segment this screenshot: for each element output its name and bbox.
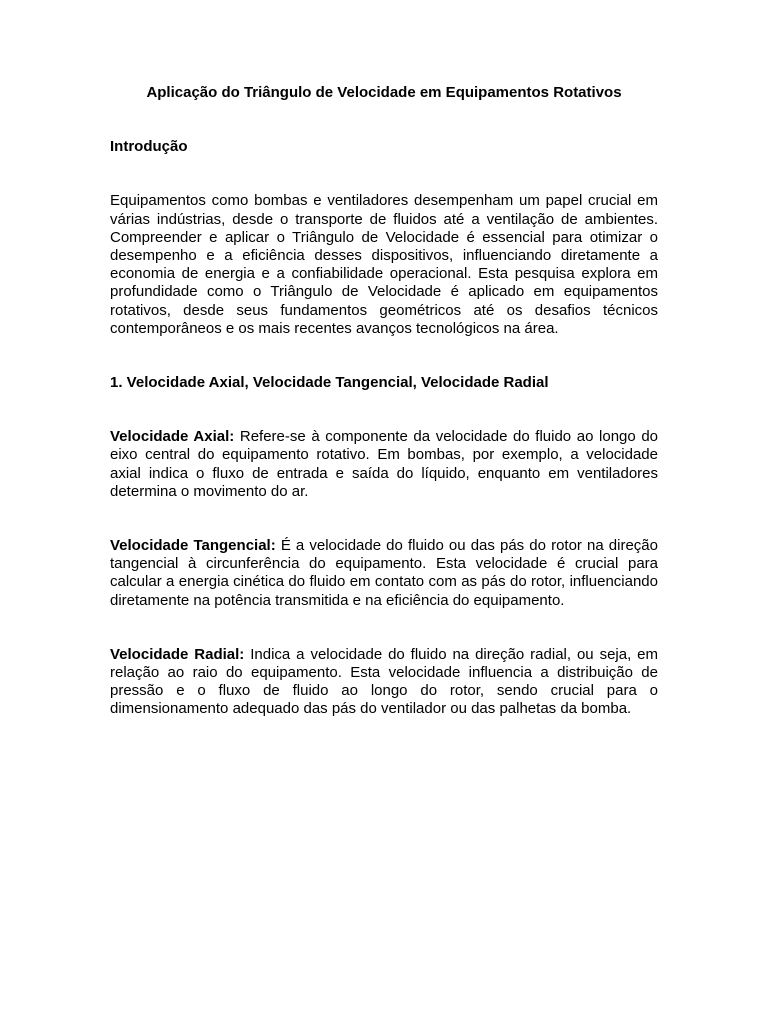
intro-paragraph: Equipamentos como bombas e ventiladores desempenham um papel crucial em várias indústrias, desde o transporte de fluidos até a ventilação de ambientes. Compreender e aplicar o Triângulo de Velocidade é essencial para otimizar o desempenho e a eficiência desses dispositivos, influenciando diretamente a economia de energia e a confiabilidade operacional. Esta pesquisa explora em profundidade como o Triângulo de Velocidade é aplicado em equipamentos rotativos, desde seus fundamentos geométricos até os desafios técnicos contemporâneos e os mais recentes avanços tecnológicos na área.: [110, 192, 658, 337]
radial-paragraph: [110, 646, 658, 719]
intro-heading: Introdução: [110, 138, 188, 156]
radial-term: Velocidade Radial:: [110, 645, 245, 663]
radial-text: Indica a velocidade do fluido na direção radial, ou seja, em relação ao raio do equipamento. Esta velocidade influencia a distribuição de pressão e o fluxo de fluido ao longo do rotor, sendo crucial para o dimensionamento adequado das pás do ventilador ou das palhetas da bomba.: [110, 645, 659, 718]
tangential-paragraph: [110, 537, 658, 610]
section1-heading: 1. Velocidade Axial, Velocidade Tangencial, Velocidade Radial: [110, 374, 549, 392]
axial-term: Velocidade Axial:: [110, 428, 235, 446]
document-title: Aplicação do Triângulo de Velocidade em Equipamentos Rotativos: [146, 84, 622, 101]
tangential-term: Velocidade Tangencial:: [110, 537, 276, 555]
tangential-text: É a velocidade do fluido ou das pás do rotor na direção tangencial à circunferência do equipamento. Esta velocidade é crucial para calcular a energia cinética do fluido em contato com as pás do rotor, influenciando diretamente na potência transmitida e na eficiência do equipamento.: [110, 537, 658, 609]
axial-text: Refere-se à componente da velocidade do fluido ao longo do eixo central do equipamento rotativo. Em bombas, por exemplo, a velocidade axial indica o fluxo de entrada e saída do líquido, enquanto em ventiladores determina o movimento do ar.: [110, 428, 659, 500]
axial-paragraph: [110, 428, 658, 501]
